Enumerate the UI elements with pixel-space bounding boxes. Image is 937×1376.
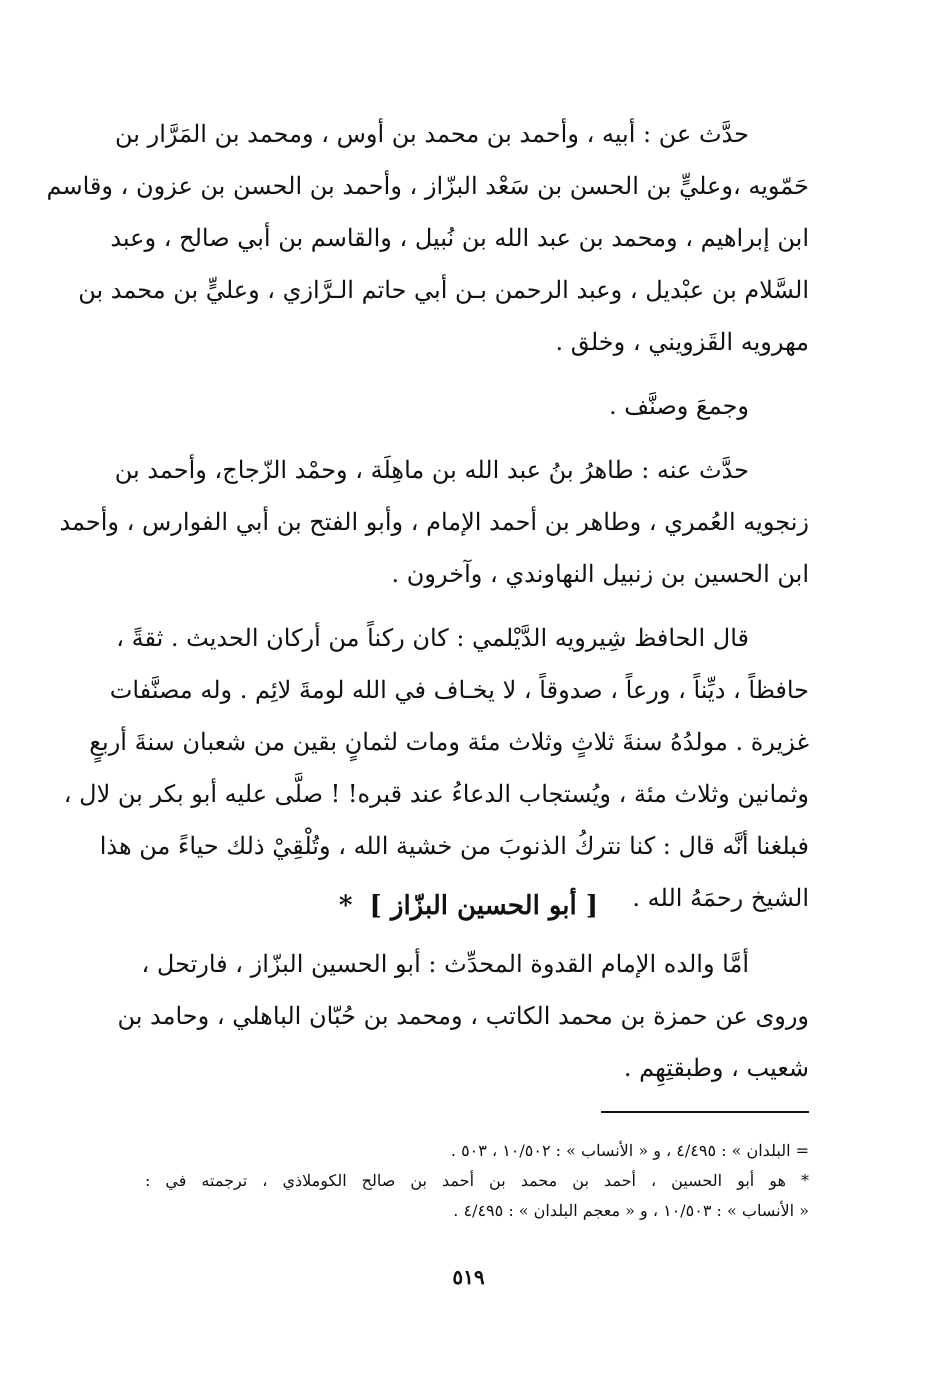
text-line: ابن الحسين بن زنبيل النهاوندي ، وآخرون . [391, 560, 809, 588]
section-text [117, 938, 809, 1094]
text-line: زنجويه العُمري ، وطاهر بن أحمد الإمام ، وأبو الفتح بن أبي الفوارس ، وأحمد [59, 508, 809, 536]
page-number: ٥١٩ [452, 1265, 485, 1289]
footnote-marker: * [338, 891, 353, 921]
text-line: وثمانين وثلاث مئة ، ويُستجاب الدعاءُ عند قبره! ! صلَّى عليه أبو بكر بن لال ، [63, 780, 809, 808]
paragraph-students [59, 444, 809, 600]
text-line: مهرويه القَزويني ، وخلق . [555, 328, 809, 356]
text-line: وروى عن حمزة بن محمد الكاتب ، ومحمد بن حُبّان الباهلي ، وحامد بن [117, 1002, 809, 1030]
text-line: فبلغنا أنَّه قال : كنا نتركُ الذنوبَ من خشية الله ، وتُلْقِيْ ذلك حياءً من هذا [99, 832, 809, 860]
paragraph-compiled [145, 380, 809, 432]
section-heading [0, 880, 937, 932]
footnote-line: « الأنساب » : ١٠/٥٠٣ ، و « معجم البلدان » : ٤/٤٩٥ . [453, 1201, 809, 1220]
text-line: قال الحافظ شِيرويه الدَّيْلمي : كان ركناً من أركان الحديث . ثقةً ، [116, 624, 749, 652]
footnotes [145, 1136, 809, 1226]
footnote-line: = البلدان » : ٤/٤٩٥ ، و « الأنساب » : ١٠/٥٠٢ ، ٥٠٣ . [450, 1141, 809, 1160]
text-line: حافظاً ، ديِّناً ، ورعاً ، صدوقاً ، لا يخـاف في الله لومةَ لائِم . وله مصنَّفات [109, 676, 809, 704]
heading-title: [ أبو الحسين البزّاز ] [369, 891, 599, 921]
text-line: حدَّث عنه : طاهرُ بنُ عبد الله بن ماهِلَة ، وحمْد الزّجاج، وأحمد بن [114, 456, 749, 484]
text-line: الشيخ رحمَهُ الله . [632, 884, 809, 912]
text-line: شعيب ، وطبقتِهِم . [623, 1054, 809, 1082]
text-line: حدَّث عن : أبيه ، وأحمد بن محمد بن أوس ، ومحمد بن المَرَّار بن [115, 120, 749, 148]
text-line: أمَّا والده الإمام القدوة المحدِّث : أبو الحسين البزّاز ، فارتحل ، [141, 950, 749, 978]
text-line: غزيرة . مولدُهُ سنةَ ثلاثٍ وثلاث مئة ومات لثمانٍ بقين من شعبان سنةَ أربعٍ [89, 728, 809, 756]
footnote-line: * هو أبو الحسين ، أحمد بن محمد بن أحمد بن صالح الكوملاذي ، ترجمته في : [145, 1171, 809, 1190]
text-line: السَّلام بن عبْديل ، وعبد الرحمن بـن أبي حاتم الـرَّازي ، وعليٍّ بن محمد بن [78, 276, 809, 304]
paragraph-praise [63, 612, 809, 924]
main-text [46, 108, 809, 936]
text-line: حَمّويه ،وعليٍّ بن الحسن بن سَعْد البزّاز ، وأحمد بن الحسن بن عزون ، وقاسم [46, 172, 809, 200]
text-line: ابن إبراهيم ، ومحمد بن عبد الله بن نُبيل ، والقاسم بن أبي صالح ، وعبد [110, 224, 809, 252]
footnote-divider [601, 1111, 809, 1113]
text-line: وجمعَ وصنَّف . [608, 392, 749, 420]
paragraph-teachers [46, 108, 809, 368]
